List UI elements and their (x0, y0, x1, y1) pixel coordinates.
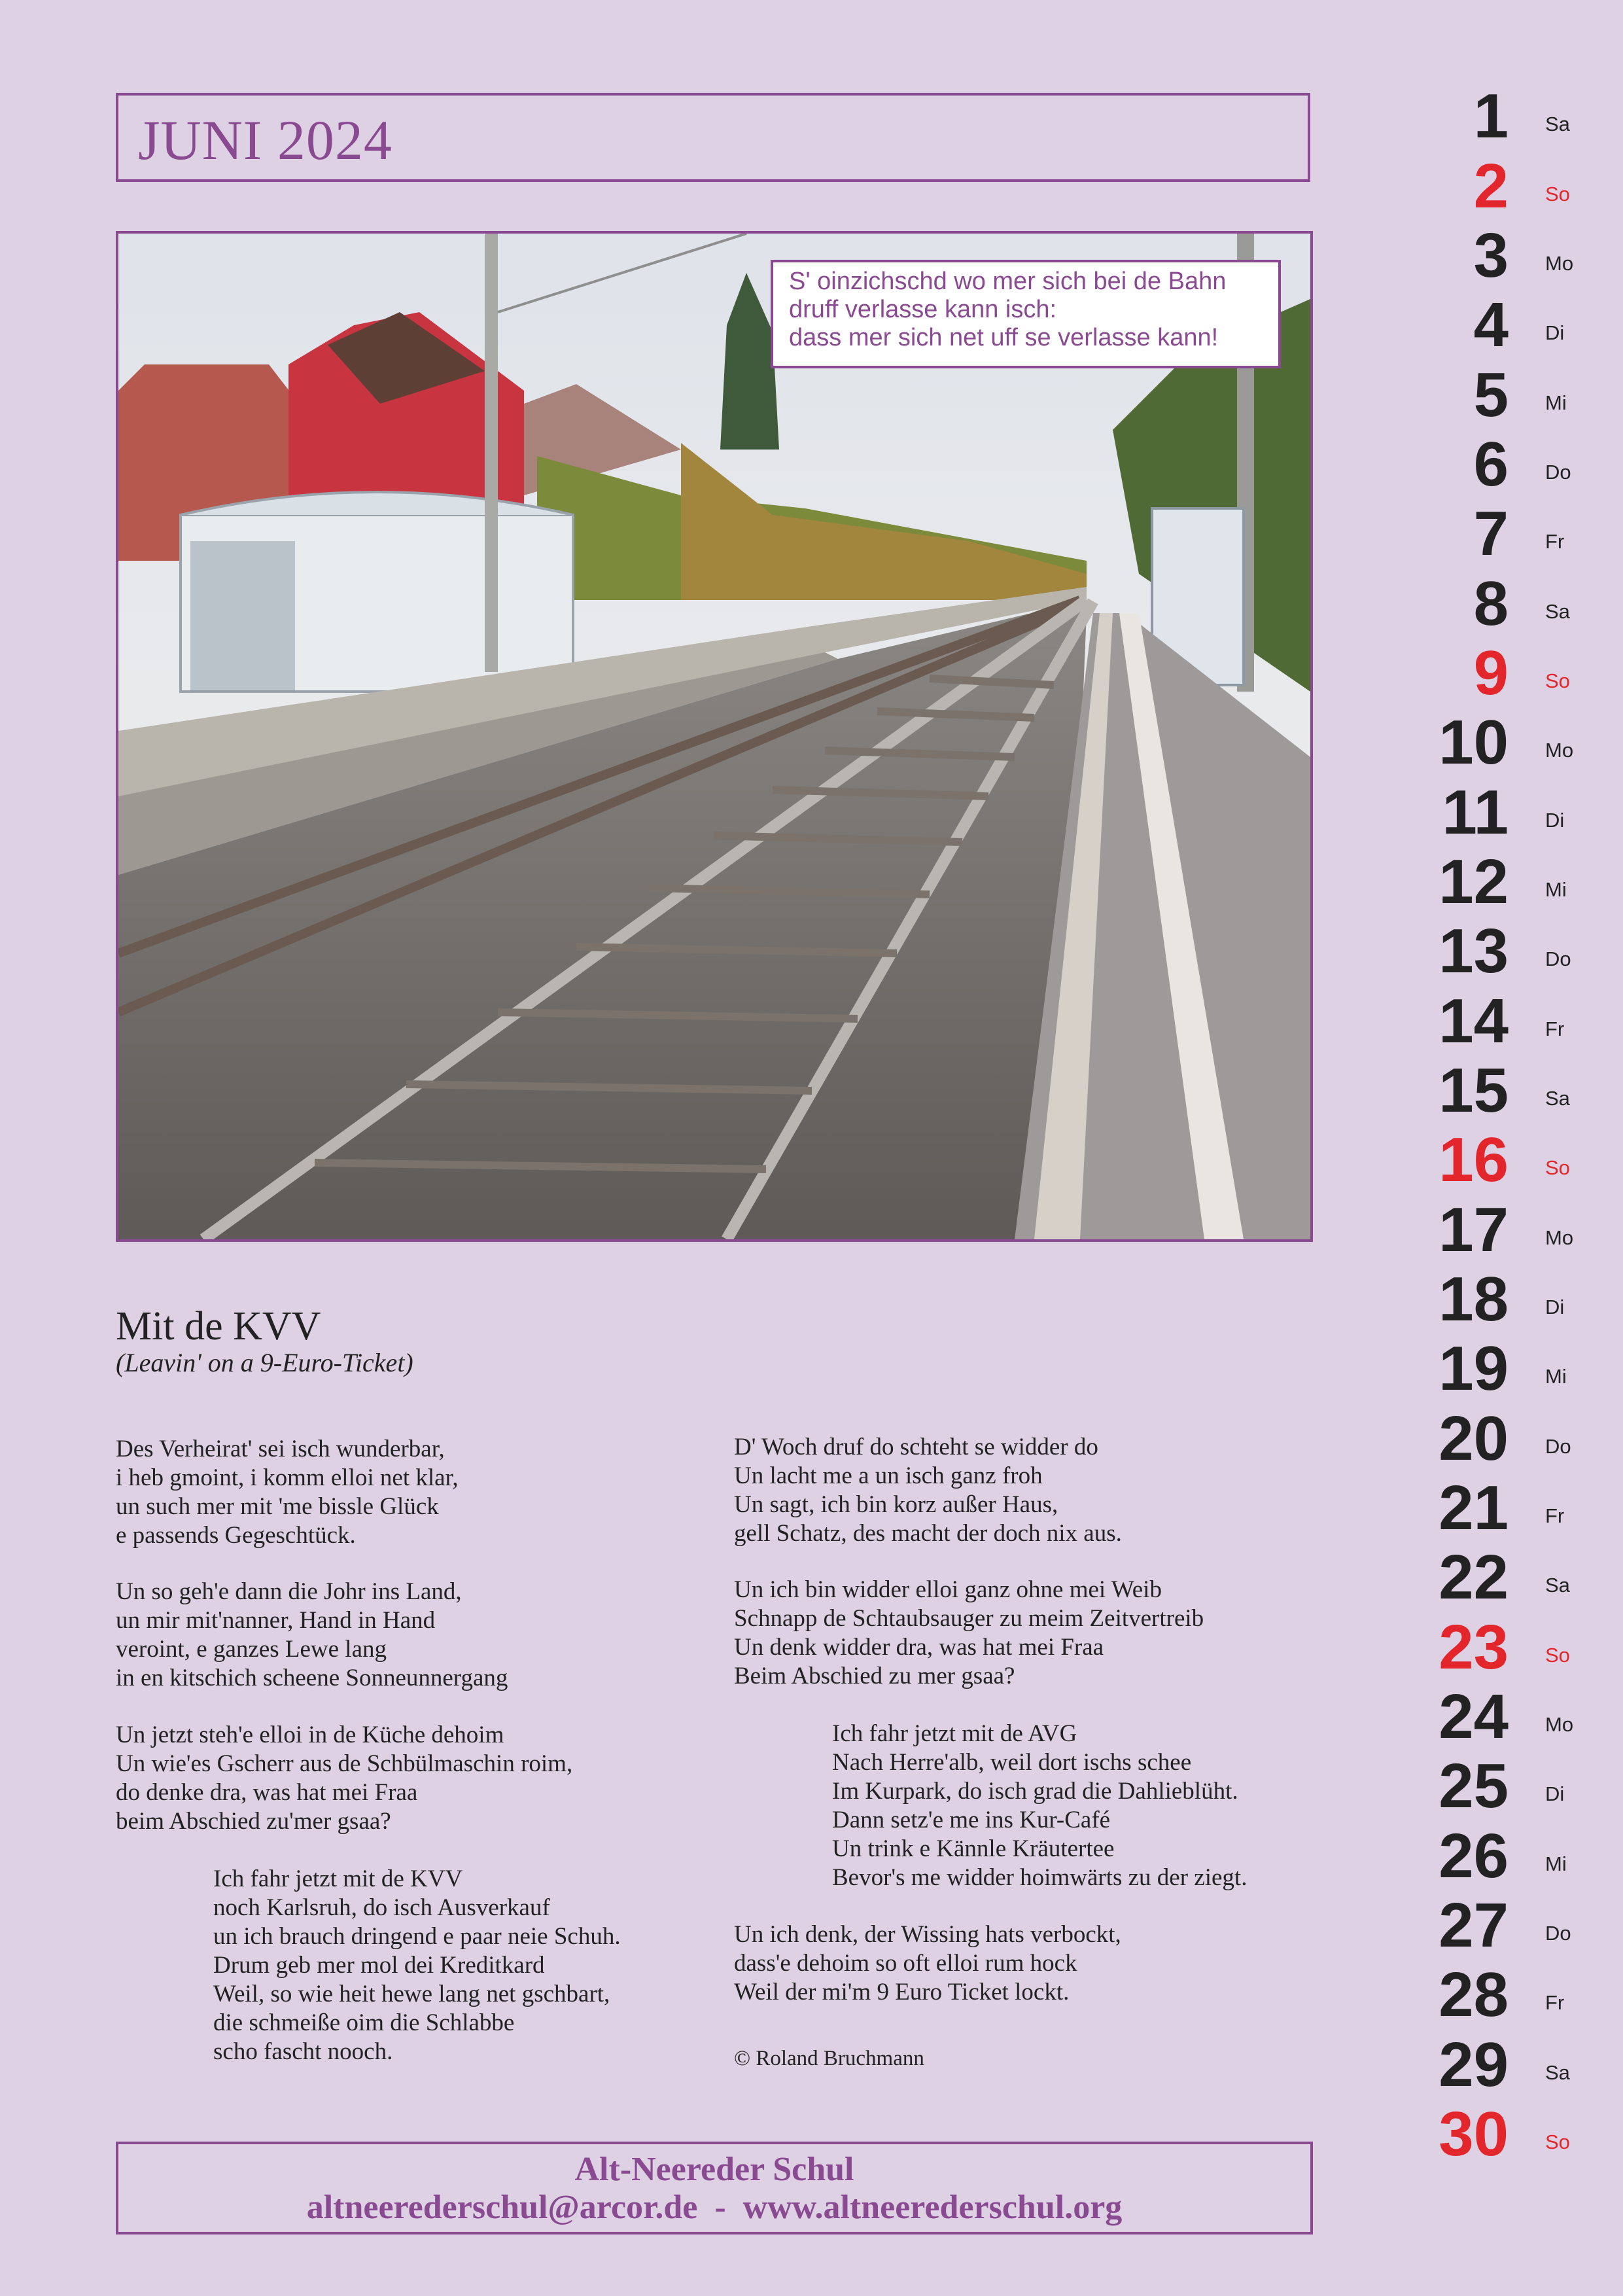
poem-line: Un trink e Kännle Kräutertee (832, 1835, 1115, 1862)
calendar-day (1433, 1822, 1603, 1890)
calendar-day-sunday (1433, 2100, 1603, 2168)
calendar-day (1433, 222, 1603, 290)
weekday-label: Mi (1545, 1365, 1567, 1388)
weekday-label: Mo (1545, 1226, 1574, 1249)
weekday-label: Sa (1545, 600, 1570, 623)
poem-line: gell Schatz, des macht der doch nix aus. (734, 1520, 1122, 1547)
day-number: 27 (1439, 1890, 1509, 1960)
email-link[interactable]: altneerederschul@arcor.de (306, 2189, 698, 2226)
poem-line: Im Kurpark, do isch grad die Dahlieblüht. (832, 1778, 1238, 1805)
day-number: 9 (1473, 638, 1509, 708)
weekday-label: Mi (1545, 878, 1567, 901)
day-number: 16 (1439, 1125, 1509, 1195)
day-number: 7 (1473, 499, 1509, 569)
poem-stanza (116, 1578, 508, 1693)
poem-refrain (832, 1720, 1247, 1892)
poem-line: veroint, e ganzes Lewe lang (116, 1636, 387, 1663)
month-title: JUNI 2024 (138, 109, 393, 171)
weekday-label: So (1545, 1644, 1570, 1667)
poem-line: Ich fahr jetzt mit de KVV (213, 1865, 463, 1892)
day-number: 30 (1439, 2099, 1509, 2169)
weekday-label: Do (1545, 1922, 1571, 1945)
calendar-day (1433, 570, 1603, 638)
poem-line: Un jetzt steh'e elloi in de Küche dehoim (116, 1722, 504, 1748)
poem-line: Bevor's me widder hoimwärts zu der ziegt. (832, 1864, 1248, 1891)
poem-line: un ich brauch dringend e paar neie Schuh. (213, 1923, 621, 1950)
website-link[interactable]: www.altneerederschul.org (742, 2189, 1123, 2226)
calendar-day (1433, 500, 1603, 568)
day-number: 26 (1439, 1821, 1509, 1891)
day-number: 20 (1439, 1404, 1509, 1474)
day-number: 2 (1473, 151, 1509, 221)
poem-stanza (116, 1721, 572, 1836)
quote-line: S' oinzichschd wo mer sich bei de Bahn (789, 268, 1227, 295)
poem-line: i heb gmoint, i komm elloi net klar, (116, 1464, 459, 1491)
day-number: 11 (1442, 777, 1509, 847)
footer-box (116, 2142, 1313, 2234)
month-title-box (116, 93, 1310, 182)
poem-line: D' Woch druf do schteht se widder do (734, 1434, 1098, 1460)
day-number: 17 (1439, 1195, 1509, 1265)
day-number: 4 (1473, 290, 1509, 360)
weekday-label: Di (1545, 321, 1565, 344)
calendar-day (1433, 1683, 1603, 1751)
day-number: 29 (1439, 2030, 1509, 2100)
contact-line (118, 2189, 1310, 2227)
day-number: 25 (1439, 1751, 1509, 1821)
poem-stanza (734, 1433, 1122, 1548)
day-number: 21 (1439, 1473, 1509, 1543)
day-number: 12 (1439, 847, 1509, 917)
organization-name: Alt-Neereder Schul (574, 2151, 854, 2188)
day-number: 23 (1439, 1612, 1509, 1682)
weekday-label: Mi (1545, 1852, 1567, 1875)
weekday-label: So (1545, 183, 1570, 205)
day-number: 18 (1439, 1264, 1509, 1334)
poem-line: Un denk widder dra, was hat mei Fraa (734, 1634, 1104, 1661)
weekday-label: So (1545, 1156, 1570, 1179)
calendar-day (1433, 987, 1603, 1055)
day-number: 5 (1473, 360, 1509, 430)
weekday-label: Mi (1545, 391, 1567, 414)
calendar-day (1433, 82, 1603, 150)
copyright-note: © Roland Bruchmann (734, 2047, 924, 2070)
poem-line: scho fascht nooch. (213, 2038, 393, 2065)
poem-line: in en kitschich scheene Sonneunnergang (116, 1665, 508, 1691)
calendar-day (1433, 1474, 1603, 1542)
calendar-day-sunday (1433, 152, 1603, 221)
poem-line: Ich fahr jetzt mit de AVG (832, 1720, 1077, 1747)
railway-platform-photo (118, 234, 1310, 1239)
poem-refrain (213, 1865, 621, 2066)
poem-line: noch Karlsruh, do isch Ausverkauf (213, 1894, 550, 1921)
weekday-label: Mo (1545, 739, 1574, 762)
day-number: 24 (1439, 1682, 1509, 1752)
weekday-label: Di (1545, 1296, 1565, 1318)
weekday-label: Mo (1545, 1713, 1574, 1736)
catenary-pole (485, 234, 498, 672)
weekday-label: Fr (1545, 1991, 1565, 2014)
day-number: 28 (1439, 1960, 1509, 2030)
day-number: 6 (1473, 429, 1509, 499)
poem-line: Beim Abschied zu mer gsaa? (734, 1663, 1015, 1689)
speech-bubble (771, 260, 1281, 368)
calendar-day (1433, 848, 1603, 916)
day-number: 14 (1439, 986, 1509, 1056)
poem-line: un such mer mit 'me bissle Glück (116, 1493, 439, 1520)
day-number: 19 (1439, 1333, 1509, 1404)
poem-line: dass'e dehoim so oft elloi rum hock (734, 1950, 1077, 1977)
quote-line: dass mer sich net uff se verlasse kann! (789, 324, 1219, 351)
calendar-day (1433, 361, 1603, 429)
poem-line: Dann setz'e me ins Kur-Café (832, 1807, 1111, 1833)
poem-line: un mir mit'nanner, Hand in Hand (116, 1607, 436, 1634)
calendar-day (1433, 1544, 1603, 1612)
separator: - (714, 2189, 726, 2226)
weekday-label: Di (1545, 1782, 1565, 1805)
weekday-label: Do (1545, 947, 1571, 970)
poem-line: Un wie'es Gscherr aus de Schbülmaschin roim, (116, 1750, 573, 1777)
poem-stanza (116, 1435, 459, 1550)
poem-line: Un sagt, ich bin korz außer Haus, (734, 1491, 1058, 1518)
calendar-day (1433, 1057, 1603, 1125)
poem-line: do denke dra, was hat mei Fraa (116, 1779, 418, 1806)
poem-line: Drum geb mer mol dei Kreditkard (213, 1952, 545, 1979)
weekday-label: So (1545, 669, 1570, 692)
day-number: 13 (1439, 916, 1509, 986)
calendar-day-sunday (1433, 639, 1603, 707)
poem-line: Weil, so wie heit hewe lang net gschbart, (213, 1981, 610, 2007)
weekday-label: Do (1545, 1435, 1571, 1458)
calendar-day (1433, 1892, 1603, 1960)
weekday-label: Sa (1545, 2061, 1570, 2084)
weekday-label: Fr (1545, 530, 1565, 553)
weekday-label: Fr (1545, 1017, 1565, 1040)
calendar-day (1433, 1265, 1603, 1333)
day-number: 1 (1473, 81, 1509, 151)
poem-line: Un lacht me a un isch ganz froh (734, 1462, 1043, 1489)
day-number: 8 (1473, 569, 1509, 639)
poem-subtitle: (Leavin' on a 9-Euro-Ticket) (116, 1348, 413, 1377)
day-number: 3 (1473, 221, 1509, 291)
poem-line: e passends Gegeschtück. (116, 1522, 356, 1549)
calendar-day (1433, 779, 1603, 847)
day-number: 10 (1439, 707, 1509, 777)
weekday-label: So (1545, 2130, 1570, 2153)
quote-line: druff verlasse kann isch: (789, 296, 1057, 323)
calendar-day (1433, 2031, 1603, 2099)
poem-line: Un ich denk, der Wissing hats verbockt, (734, 1921, 1121, 1948)
day-number: 15 (1439, 1055, 1509, 1125)
weekday-label: Di (1545, 809, 1565, 832)
poem-line: Weil der mi'm 9 Euro Ticket lockt. (734, 1979, 1070, 2005)
poem-title: Mit de KVV (116, 1304, 321, 1349)
poem-stanza (734, 1920, 1121, 2007)
weekday-label: Sa (1545, 1574, 1570, 1597)
calendar-day (1433, 1752, 1603, 1820)
weekday-label: Mo (1545, 252, 1574, 275)
poem-stanza (734, 1576, 1204, 1691)
calendar-day (1433, 431, 1603, 499)
weekday-label: Sa (1545, 1087, 1570, 1110)
railway-photo (116, 231, 1313, 1242)
poem-line: Des Verheirat' sei isch wunderbar, (116, 1436, 445, 1462)
calendar-day (1433, 1335, 1603, 1403)
poem-line: beim Abschied zu'mer gsaa? (116, 1808, 391, 1835)
calendar-day-sunday (1433, 1614, 1603, 1682)
poem-line: Nach Herre'alb, weil dort ischs schee (832, 1749, 1192, 1776)
day-number: 22 (1439, 1542, 1509, 1612)
poem-line: die schmeiße oim die Schlabbe (213, 2009, 515, 2036)
poem-line: Schnapp de Schtaubsauger zu meim Zeitvertreib (734, 1605, 1204, 1632)
calendar-day (1433, 917, 1603, 985)
weekday-label: Do (1545, 461, 1571, 484)
calendar-day (1433, 1961, 1603, 2029)
weekday-label: Fr (1545, 1504, 1565, 1527)
poem-line: Un ich bin widder elloi ganz ohne mei Weib (734, 1576, 1162, 1603)
calendar-day (1433, 1405, 1603, 1473)
poem-line: Un so geh'e dann die Johr ins Land, (116, 1578, 462, 1605)
calendar-day (1433, 709, 1603, 777)
calendar-day (1433, 1196, 1603, 1264)
calendar-day-sunday (1433, 1126, 1603, 1194)
calendar-day (1433, 291, 1603, 359)
weekday-label: Sa (1545, 113, 1570, 135)
